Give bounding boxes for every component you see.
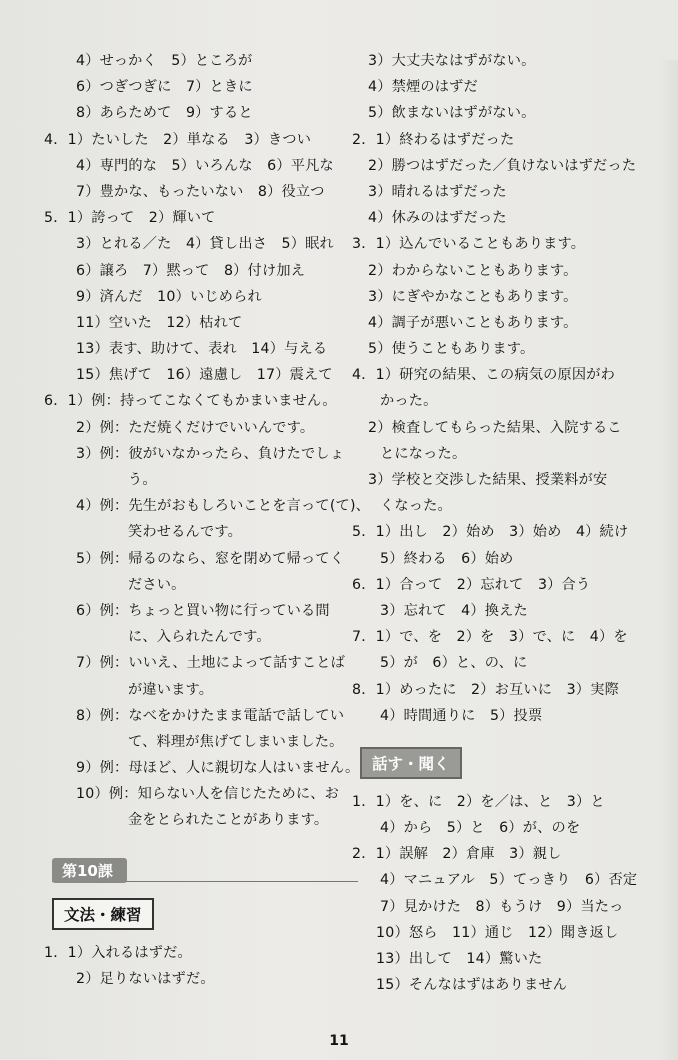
answer-line: て、料理が焦げてしまいました。	[128, 733, 344, 750]
answer-line: 4）せっかく 5）ところが	[76, 53, 253, 69]
answer-line: 4．1）研究の結果、この病気の原因がわ	[352, 367, 616, 384]
answer-line: 5．1）誇って 2）輝いて	[44, 210, 216, 227]
answer-line: ださい。	[128, 576, 186, 593]
answer-line: くなった。	[380, 498, 452, 515]
answer-line: 4）マニュアル 5）てっきり 6）否定	[380, 872, 638, 889]
answer-line: 6）つぎつぎに 7）ときに	[76, 79, 253, 96]
answer-line: 4）から 5）と 6）が、のを	[380, 820, 581, 837]
answer-line: 3）例：彼がいなかったら、負けたでしょ	[76, 445, 345, 462]
answer-line: 4）休みのはずだった	[368, 210, 507, 227]
answer-line: 6．1）合って 2）忘れて 3）合う	[352, 576, 591, 593]
answer-line: 13）出して 14）驚いた	[376, 951, 543, 967]
answer-line: 6．1）例：持ってこなくてもかまいません。	[44, 393, 337, 410]
lesson-title: 第10課	[52, 858, 127, 883]
answer-line: かった。	[380, 393, 438, 410]
answer-line: 7）豊かな、もったいない 8）役立つ	[76, 183, 325, 200]
answer-line: 5）飲まないはずがない。	[368, 105, 536, 122]
page-number: 11	[329, 1033, 349, 1049]
answer-line: 金をとられたことがあります。	[128, 812, 329, 829]
answer-line: 2）検査してもらった結果、入院するこ	[368, 419, 622, 436]
answer-line: 4）例：先生がおもしろいことを言って(て)、	[76, 498, 371, 515]
answer-line: 7）見かけた 8）もうけ 9）当たっ	[380, 898, 624, 915]
answer-line: 6）譲ろ 7）黙って 8）付け加え	[76, 262, 306, 279]
answer-line: 1．1）入れるはずだ。	[44, 944, 192, 961]
answer-line: 4）専門的な 5）いろんな 6）平凡な	[76, 157, 334, 174]
answer-line: 5）が 6）と、の、に	[380, 655, 528, 672]
answer-line: 6）例：ちょっと買い物に行っている間	[76, 602, 330, 619]
answer-line: 15）焦げて 16）遠慮し 17）震えて	[76, 367, 333, 384]
answer-line: 10）例：知らない人を信じたために、お	[76, 786, 340, 803]
answer-line: 15）そんなはずはありません	[376, 977, 568, 994]
answer-line: に、入られたんです。	[128, 629, 271, 646]
answer-line: 5．1）出し 2）始め 3）始め 4）続け	[352, 524, 629, 541]
answer-line: 2）わからないこともあります。	[368, 262, 578, 279]
answer-line: 13）表す、助けて、表れ 14）与える	[76, 341, 328, 358]
section-title-speaking: 話す・聞く	[360, 747, 462, 779]
answer-line: 4．1）たいした 2）単なる 3）きつい	[44, 131, 312, 148]
lesson-header	[44, 856, 358, 884]
answer-line: 5）例：帰るのなら、窓を閉めて帰ってく	[76, 550, 345, 567]
answer-line: 3）大丈夫なはずがない。	[368, 53, 536, 69]
answer-line: 3）学校と交渉した結果、授業料が安	[368, 472, 608, 488]
answer-line: 3）とれる／た 4）貸し出さ 5）眠れ	[76, 236, 334, 253]
answer-line: 10）怒ら 11）通じ 12）聞き返し	[376, 924, 619, 941]
answer-line: 8．1）めったに 2）お互いに 3）実際	[352, 681, 619, 698]
answer-line: 9）例：母ほど、人に親切な人はいません。	[76, 760, 360, 777]
answer-line: 2）例：ただ焼くだけでいいんです。	[76, 419, 315, 436]
left-column	[44, 46, 371, 990]
answer-line: 11）空いた 12）枯れて	[76, 314, 243, 331]
answer-line: 1．1）を、に 2）を／は、と 3）と	[352, 793, 605, 810]
answer-line: 7．1）で、を 2）を 3）で、に 4）を	[352, 629, 628, 646]
answer-line: が違います。	[128, 681, 214, 698]
answer-line: 8）あらためて 9）すると	[76, 105, 253, 122]
answer-line: 2）勝つはずだった／負けないはずだった	[368, 157, 637, 174]
answer-line: 4）禁煙のはずだ	[368, 79, 478, 96]
answer-line: 笑わせるんです。	[128, 524, 242, 541]
answer-line: 4）調子が悪いこともあります。	[368, 314, 578, 331]
right-column	[352, 46, 664, 996]
answer-line: 2．1）終わるはずだった	[352, 131, 515, 148]
answer-line: 4）時間通りに 5）投票	[380, 707, 543, 724]
answer-line: 7）例：いいえ、土地によって話すことば	[76, 655, 346, 672]
answer-line: 3）にぎやかなこともあります。	[368, 288, 578, 305]
answer-line: 2）足りないはずだ。	[76, 970, 215, 987]
answer-line: 3）忘れて 4）換えた	[380, 602, 528, 619]
answer-line: 9）済んだ 10）いじめられ	[76, 288, 262, 305]
answer-line: とになった。	[380, 445, 467, 462]
answer-line: 5）終わる 6）始め	[380, 550, 514, 567]
answer-line: 2．1）誤解 2）倉庫 3）親し	[352, 846, 562, 863]
answer-line: 3）晴れるはずだった	[368, 183, 507, 200]
answer-line: 3．1）込んでいることもあります。	[352, 236, 586, 253]
answer-line: 5）使うこともあります。	[368, 341, 535, 358]
section-title-grammar: 文法・練習	[52, 898, 154, 930]
answer-line: う。	[128, 472, 157, 488]
answer-line: 8）例：なべをかけたまま電話で話してい	[76, 707, 345, 724]
